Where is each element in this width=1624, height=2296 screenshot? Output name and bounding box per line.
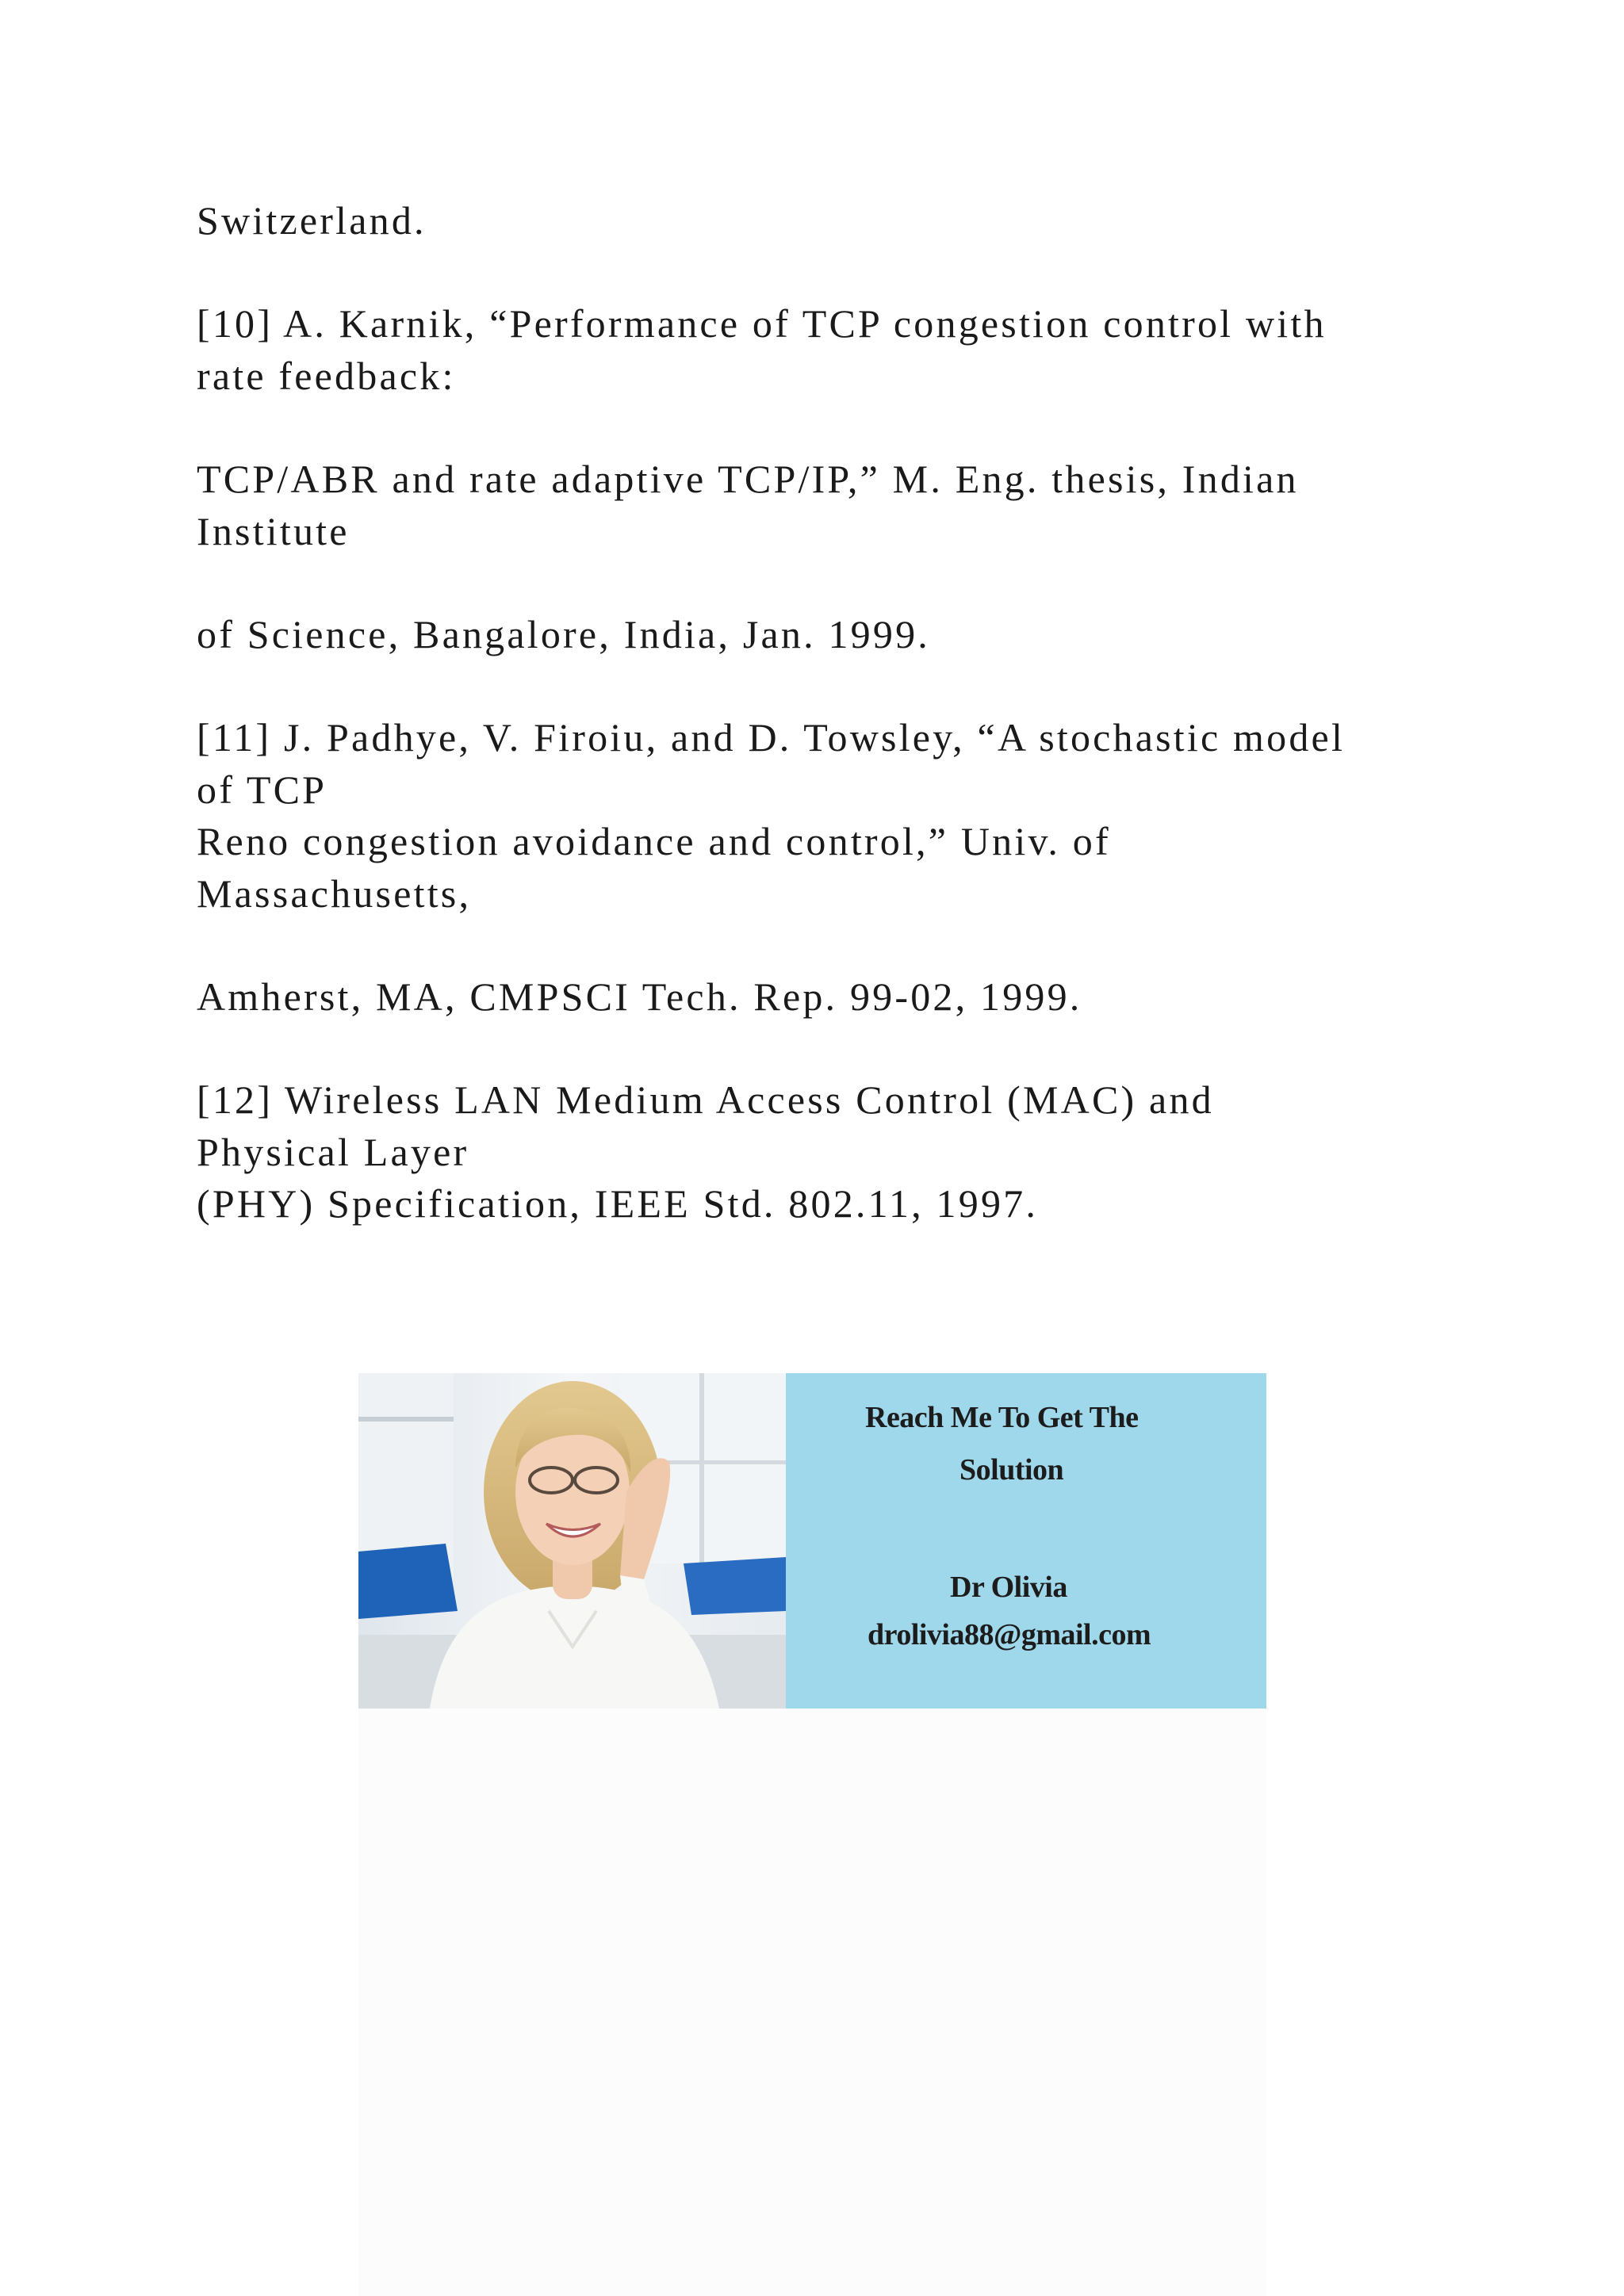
text-line: TCP/ABR and rate adaptive TCP/IP,” M. Eng. thesis, Indian xyxy=(197,457,1299,501)
text-line: Amherst, MA, CMPSCI Tech. Rep. 99-02, 1999. xyxy=(197,974,1082,1019)
reference-10-line: [10] A. Karnik, “Performance of TCP congestion control with xyxy=(197,301,1327,346)
woman-photo xyxy=(358,1373,786,1709)
contact-banner xyxy=(358,1373,1266,1709)
text-line: Switzerland. xyxy=(197,198,427,243)
text-line: rate feedback: xyxy=(197,354,456,398)
text-line: of Science, Bangalore, India, Jan. 1999. xyxy=(197,612,930,656)
text-line: Physical Layer xyxy=(197,1130,469,1174)
reference-11-line: [11] J. Padhye, V. Firoiu, and D. Towsley, “A stochastic model xyxy=(197,715,1346,760)
text-line: (PHY) Specification, IEEE Std. 802.11, 1997. xyxy=(197,1181,1039,1226)
text-line: of TCP xyxy=(197,767,327,812)
text-line: Massachusetts, xyxy=(197,871,472,916)
banner-heading-second-line: Solution xyxy=(959,1453,1064,1487)
banner-heading: Reach Me To Get The xyxy=(865,1401,1139,1434)
reference-12-line: [12] Wireless LAN Medium Access Control (MAC) and xyxy=(197,1077,1214,1122)
contact-email[interactable]: drolivia88@gmail.com xyxy=(868,1618,1151,1651)
text-line: Institute xyxy=(197,509,350,553)
contact-name: Dr Olivia xyxy=(950,1571,1067,1604)
text-line: Reno congestion avoidance and control,” Univ. of xyxy=(197,819,1111,863)
blank-image-area xyxy=(358,1709,1266,2296)
contact-panel xyxy=(786,1373,1266,1709)
